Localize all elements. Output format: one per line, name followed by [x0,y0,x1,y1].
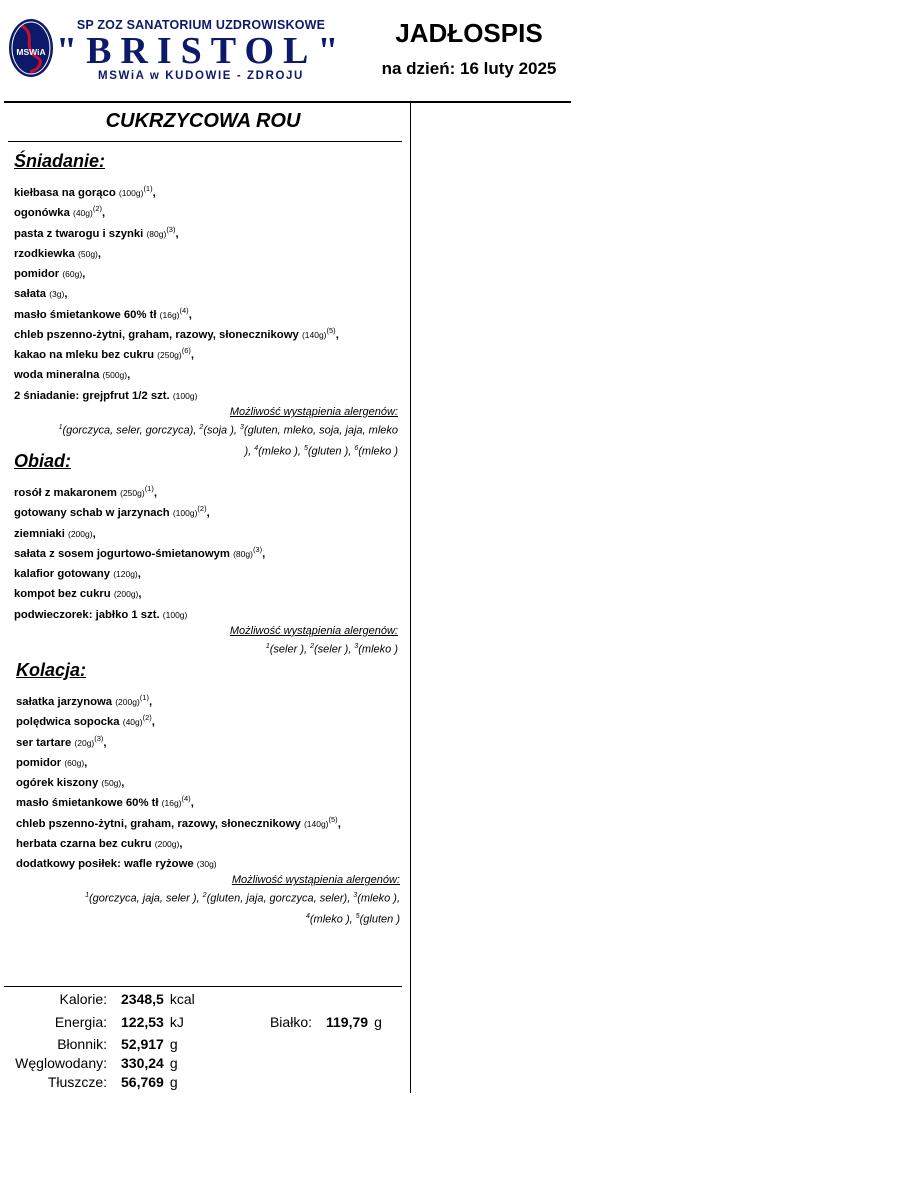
item-separator: , [138,588,142,601]
allergen-number: 3 [353,892,358,900]
allergen-notes [16,887,400,928]
allergen-ref: (3) [94,733,104,743]
allergen-list: (gluten, mleko, soja, jaja, mleko [243,424,398,437]
item-name: ogórek kiszony [16,776,99,789]
allergen-ref: (3) [166,224,176,234]
item-separator: , [151,716,155,729]
item-weight: (40g) [122,717,143,728]
item-separator: , [153,486,157,499]
nutrition-blonnik [0,1035,178,1053]
item-name: woda mineralna [14,369,100,382]
nutrition-bialko [200,1013,382,1031]
item-separator: , [206,507,210,520]
menu-item [14,481,398,501]
allergen-list: (mleko ) [358,445,398,458]
allergen-list: (gluten, jaja, gorczyca, seler), [206,893,354,906]
item-name: polędwica sopocka [16,716,123,729]
allergen-number: 4 [305,913,310,921]
nutrition-value: 330,24 [121,1055,164,1071]
item-weight: (80g) [146,228,167,239]
allergen-list: (mleko ), [258,445,304,458]
meal-heading: Kolacja: [16,660,87,680]
menu-item [14,222,398,242]
item-separator: , [188,308,192,321]
allergen-ref: (5) [326,325,336,335]
nutrition-unit: g [169,1055,178,1071]
item-weight: (120g) [113,568,138,579]
menu-item [16,791,400,811]
menu-item [16,832,400,852]
item-name: herbata czarna bez cukru [16,837,152,850]
item-name: sałata [14,288,47,301]
item-separator: , [148,695,153,708]
nutrition-tluszcze [0,1073,178,1091]
item-weight: (200g) [113,589,139,600]
item-separator: , [262,547,266,560]
meal-heading: Obiad: [14,451,71,471]
allergen-number: 1 [265,642,270,650]
item-name: sałatka jarzynowa [16,695,113,708]
item-weight: (30g) [196,858,217,869]
menu-item [14,384,398,404]
item-name: gotowany schab w jarzynach [14,507,170,520]
allergen-title: Możliwość wystąpienia alergenów: [229,624,398,637]
item-separator: , [137,567,141,580]
nutrition-kalorie [0,990,195,1008]
meal-heading: Śniadanie: [14,151,106,171]
menu-item [16,812,400,832]
allergen-number: 2 [310,642,315,650]
item-name: kakao na mleku bez cukru [14,348,155,361]
diet-title: CUKRZYCOWA ROU [105,110,301,132]
allergen-number: 5 [303,444,308,452]
allergen-list: (seler ), [269,643,311,656]
nutrition-unit: g [374,1014,382,1030]
page-title: JADŁOSPIS [395,18,543,48]
nutrition-label: Błonnik: [57,1036,107,1052]
item-weight: (20g) [74,737,95,748]
item-weight: (100g) [118,187,144,198]
item-weight: (250g) [157,349,182,360]
allergen-number: 5 [355,913,360,921]
allergen-number: 1 [85,892,89,900]
nutrition-unit: g [169,1036,178,1052]
menu-item [16,731,400,751]
nutrition-label: Węglowodany: [15,1055,107,1071]
menu-item [14,201,398,221]
allergen-ref: (4) [179,305,189,315]
nutrition-unit: kcal [169,991,195,1007]
sanatorium-logo [8,18,54,78]
nutrition-unit: kJ [169,1014,184,1030]
allergen-title: Możliwość wystąpienia alergenów: [229,405,398,418]
org-line: SP ZOZ SANATORIUM UZDROWISKOWE [76,18,326,32]
allergen-list: (mleko ), [357,893,400,906]
nutrition-label: Tłuszcze: [47,1074,107,1090]
item-name: kalafior gotowany [14,567,111,580]
meal-section-dinner [16,659,400,929]
allergen-list: (mleko ) [358,643,398,656]
allergen-number: 6 [354,444,359,452]
header-divider [4,101,571,103]
allergen-ref: (5) [328,814,338,824]
item-name: 2 śniadanie: grejpfrut 1/2 szt. [14,389,170,402]
item-weight: (200g) [68,528,93,539]
menu-item [14,562,398,582]
meal-section-lunch [14,450,398,659]
allergen-list: (gorczyca, seler, gorczyca), [62,424,200,437]
allergen-list: (soja ), [203,424,241,437]
menu-item [16,690,400,710]
item-name: ziemniaki [14,527,68,540]
menu-item [14,303,398,323]
item-weight: (40g) [73,208,93,219]
allergen-line [16,887,400,908]
allergen-number: 4 [254,444,259,452]
menu-date: na dzień: 16 luty 2025 [381,59,557,78]
nutrition-value: 119,79 [326,1014,369,1030]
allergen-number: 3 [354,642,359,650]
allergen-ref: (2) [142,713,152,723]
item-separator: , [337,817,341,830]
item-weight: (200g) [154,838,180,849]
menu-item [14,282,398,302]
menu-item [16,852,400,872]
item-separator: , [84,756,88,769]
brand-name: "BRISTOL" [56,30,348,72]
menu-item [16,751,400,771]
item-weight: (100g) [162,609,188,620]
nutrition-label: Kalorie: [59,991,107,1007]
menu-item [14,542,398,562]
item-weight: (3g) [49,289,65,300]
item-separator: , [127,369,131,382]
item-name: chleb pszenno-żytni, graham, razowy, słonecznikowy [16,817,301,830]
nutrition-energia [0,1013,184,1031]
item-separator: , [152,186,156,199]
item-separator: , [102,207,106,220]
menu-item [14,582,398,602]
item-weight: (60g) [62,268,83,279]
allergen-title: Możliwość wystąpienia alergenów: [231,874,400,887]
allergen-ref: (1) [139,693,149,702]
allergen-list: ), [244,445,255,458]
menu-item [14,343,398,363]
brand-block [56,18,346,82]
allergen-ref: (6) [181,346,191,356]
item-name: chleb pszenno-żytni, graham, razowy, słonecznikowy [14,328,299,341]
item-weight: (50g) [101,777,122,788]
menu-item [16,771,400,791]
allergen-list: (gluten ), [307,445,355,458]
allergen-ref: (4) [181,794,191,804]
menu-item [14,501,398,521]
allergen-ref: (1) [143,184,153,193]
item-name: kompot bez cukru [14,588,111,601]
item-name: pasta z twarogu i szynki [14,227,144,240]
meal-items-list [14,181,398,404]
item-weight: (100g) [172,390,198,401]
item-separator: , [92,527,96,540]
menu-item [14,323,398,343]
allergen-number: 1 [58,423,63,431]
allergen-line [16,908,400,929]
allergen-number: 2 [199,423,204,431]
item-name: pomidor [14,267,60,280]
nutrition-label: Energia: [54,1014,107,1030]
allergen-list: (gluten ) [359,913,400,926]
item-name: rosół z makaronem [14,486,117,499]
item-weight: (16g) [159,309,180,320]
allergen-ref: (3) [252,544,263,554]
item-weight: (16g) [161,798,182,809]
nutrition-unit: g [169,1074,178,1090]
allergen-ref: (2) [197,504,207,514]
item-separator: , [64,288,68,301]
item-weight: (80g) [233,548,253,559]
item-name: ogonówka [14,207,70,220]
nutrition-value: 122,53 [121,1014,164,1030]
menu-item [14,262,398,282]
nutrition-divider [4,986,402,987]
meal-items-list [16,690,400,872]
menu-item [14,522,398,542]
brand-subtitle: MSWiA w KUDOWIE - ZDROJU [98,70,304,82]
allergen-ref: (1) [144,484,154,493]
menu-item [14,363,398,383]
menu-item [14,242,398,262]
item-separator: , [121,776,125,789]
allergen-list: (seler ), [314,643,355,656]
item-separator: , [190,797,194,810]
item-name: masło śmietankowe 60% tł [14,308,157,321]
meal-items-list [14,481,398,623]
item-separator: , [190,348,195,361]
item-separator: , [179,837,183,850]
item-separator: , [103,736,107,749]
menu-item [14,181,398,201]
logo-text: MSWiA [16,47,46,57]
column-divider [410,103,411,1093]
item-weight: (140g) [303,818,329,829]
item-name: dodatkowy posiłek: wafle ryżowe [16,857,194,870]
item-name: masło śmietankowe 60% tł [16,797,159,810]
nutrition-value: 2348,5 [121,991,164,1007]
allergen-line [14,638,398,659]
item-name: podwieczorek: jabłko 1 szt. [14,608,160,621]
allergen-number: 3 [240,423,244,431]
allergen-number: 2 [202,892,207,900]
item-separator: , [82,267,86,280]
allergen-notes [14,638,398,659]
item-weight: (500g) [102,370,128,381]
nutrition-value: 56,769 [121,1074,164,1090]
nutrition-value: 52,917 [121,1036,164,1052]
item-weight: (140g) [301,329,327,340]
item-name: sałata z sosem jogurtowo-śmietanowym [14,547,230,560]
item-weight: (200g) [115,696,140,707]
item-name: ser tartare [16,736,72,749]
item-name: rzodkiewka [14,247,75,260]
item-separator: , [175,227,179,240]
allergen-list: (gorczyca, jaja, seler ), [88,893,203,906]
item-weight: (100g) [172,508,198,519]
item-weight: (50g) [78,248,98,259]
item-separator: , [97,247,102,260]
menu-item [14,603,398,623]
meal-section-breakfast [14,150,398,460]
nutrition-label: Białko: [269,1014,312,1030]
menu-item [16,710,400,730]
nutrition-weglowodany [0,1054,178,1072]
allergen-list: (mleko ), [309,913,356,926]
item-name: kiełbasa na gorąco [14,186,116,199]
item-name: pomidor [16,756,62,769]
item-weight: (60g) [64,757,85,768]
item-separator: , [335,328,339,341]
allergen-ref: (2) [92,204,103,214]
allergen-line [14,419,398,440]
diet-divider [8,141,402,142]
item-weight: (250g) [120,487,145,498]
